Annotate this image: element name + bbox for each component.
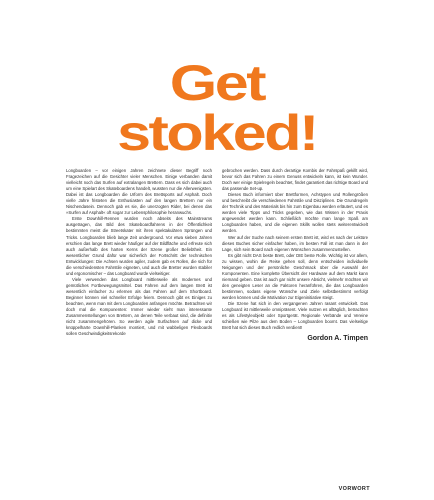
headline-line-2: stoked!	[117, 105, 317, 161]
paragraph: Viele verwenden das Longboard mittlerweile als modernes und gemütliches Fortbewegungsmittel. Das Fahren auf dem langen Brett ist wesentlich einfacher zu erlernen als das Fahren auf dem Shortboard. Beginner können viel schneller Erfolge feiern. Dennoch gibt es Einiges zu beachten, wenn man mit dem Longboarden anfangen möchte. Betrachten wir doch mal die Komponenten: Immer wieder sieht man interessante Zusammenstellungen von Brettern, an denen Teile verbaut sind, die definitiv nicht zusammengehören. So werden agile Surfachsen auf dicke und knüppelharte Downhill-Planken montiert, und mit wabbeligen Flexboards sollen Geschwindigkeitsrekorde	[66, 276, 212, 337]
left-column	[66, 168, 212, 468]
section-label: VORWORT	[338, 486, 370, 492]
right-column	[222, 168, 368, 468]
paragraph: Dieses Buch informiert über Brettformen, Achstypen und Rollengrößen und beschreibt die verschiedenen Fahrstile und Disziplinen. Die Grundregeln der Technik und des Materials bis hin zum Eigenbau werden erläutert, und es werden viele Tipps und Tricks gegeben, wie das Wissen in der Praxis angewendet werden kann. Schließlich möchte man lange Spaß am Longboarden haben, und die eigenen Skills wollen stets weiterentwickelt werden.	[222, 192, 368, 234]
paragraph: Die Szene hat sich in den vergangenen Jahren rasant entwickelt. Das Longboard ist mittlerweile omnipräsent. Viele nutzen es alltäglich, betrachten es als Lifestyleobjekt oder Sportgerät. Regionale Verbände und Vereine schießen wie Pilze aus dem Boden – Longboarden boomt. Das vielseitige Brett hat sich dieses Buch redlich verdient!	[222, 301, 368, 331]
paragraph: Es gibt nicht DAS beste Brett, oder DIE beste Rolle. Wichtig ist vor allem, zu wissen, wohin die Reise gehen soll, denn entscheiden individuelle Neigungen und der persönliche Geschmack über die Auswahl der Komponenten. Eine komplette Übersicht der Hardware auf dem Markt kann niemand geben. Das ist auch gar nicht unsere Absicht, vielmehr möchten wir den geneigten Leser an die Faktoren heranführen, die das Longboarden bestimmen, sodass eigene Wünsche und Ziele selbstbestimmt verfolgt werden können und die Motivation zur Eigeninitiative steigt.	[222, 252, 368, 300]
paragraph: Longboarden – vor einigen Jahren zeichnete dieser Begriff noch Fragezeichen auf die Gesichter vieler Menschen. Einige verbanden damit vielleicht noch das Surfen auf extralangen Brettern. Dass es sich dabei auch um eine Spielart des Skateboardens handelt, wussten nur die Allerwenigsten. Dabei ist das Longboarden die Urform des Brettsports auf Asphalt. Doch vielle Jahre fristeten die Enthusiasten auf den langen Brettern nur ein Nischendasein. Dennoch gab es sie, die unerzogten Rider, bei denen das »Surfen auf Asphalt« oft sogar zur Lebensphilosophie heranwuchs.	[66, 168, 212, 216]
page-headline	[0, 55, 434, 161]
paragraph: gebrochen werden. Dass durch derartige Kombis der Fahrspaß gekillt wird, bevor sich das Fahren zu einem Genuss entwickeln kann, ist kein Wunder. Doch wer einige Spielregeln beachtet, findet garantiert das richtige Board und das passende Set-up.	[222, 168, 369, 192]
headline-line-1: Get	[169, 55, 265, 111]
author-signature: Gordon A. Timpen	[307, 335, 368, 343]
paragraph: Erste Downhill-Rennen wurden noch abseits des Mainstreams ausgetragen, das Bild des Skateboardfahrens in der Öffentlichkeit bestimmten meist die Streetskater mit ihren spektakulären Sprüngen und Tricks. Longboarden blieb lange Zeit underground. Vor etwa sieben Jahren erschien das lange Brett wieder häufiger auf der Bildfläche und erfreute sich auch außerhalb des harten Kerns der Szene großer Beliebtheit. Ein wesentlicher Grund dafür war sicherlich der Fortschritt der technischen Entwicklungen: Die Achsen wurden agiler, zudem gab es Rollen, die sich für die verschiedensten Fahrstile eigneten, und auch die Bretter wurden stabiler und ergonomischer – das Longboard wurde vielseitiger.	[66, 216, 212, 276]
paragraph: Wer auf der Suche nach seinem ersten Brett ist, wird es nach der Lektüre dieses Buches sicher einfacher haben, im besten Fall ist man dann in der Lage, sich sein Board nach eigenen Wünschen zusammenzustellen.	[222, 234, 368, 252]
text-columns	[66, 168, 368, 468]
